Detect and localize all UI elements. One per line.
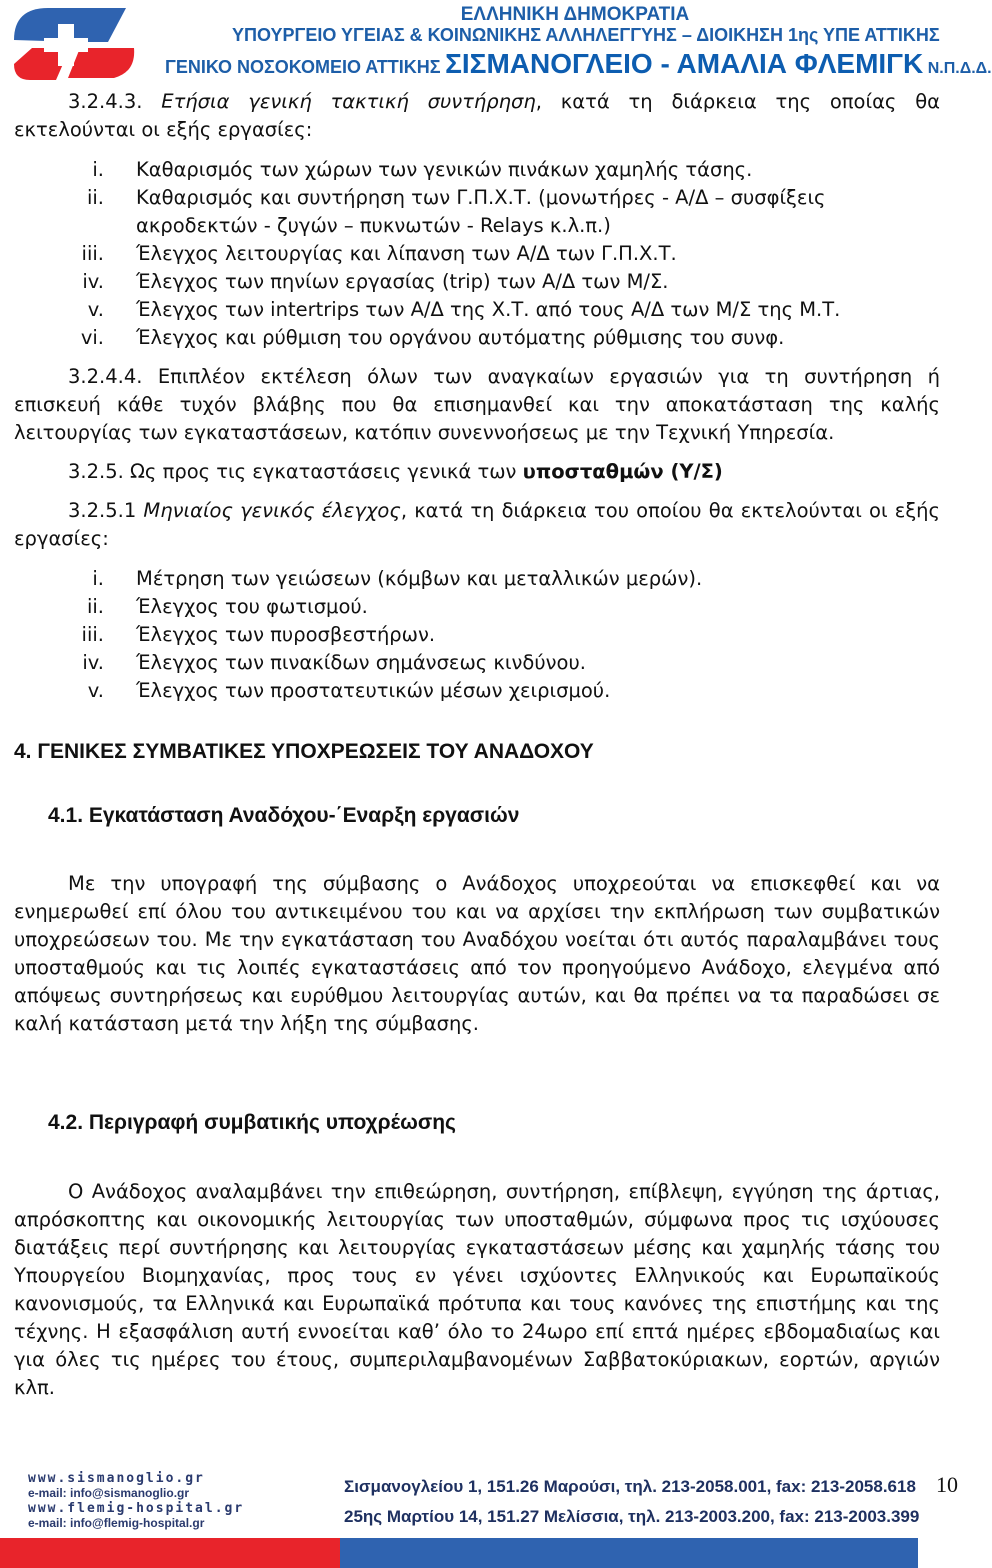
list-number: ii. [86,186,104,209]
list-number: iv. [82,270,104,293]
list-text: Έλεγχος του φωτισμού. [136,595,368,618]
section-number: 3.2.4.3. [68,90,143,113]
list-number: vi. [80,326,104,349]
footer-web-1[interactable]: www.sismanoglio.gr [28,1471,205,1486]
section-text: , κατά τη διάρκεια του οποίου θα εκτελούνται οι εξής εργασίες: [14,499,940,550]
footer-web-2[interactable]: www.flemig-hospital.gr [28,1501,245,1516]
footer-mail-1[interactable]: e-mail: info@sismanoglio.gr [28,1486,190,1500]
header-hospital-name: ΣΙΣΜΑΝΟΓΛΕΙΟ - ΑΜΑΛΙΑ ΦΛΕΜΙΓΚ [445,48,924,79]
list-text: Καθαρισμός των χώρων των γενικών πινάκων χαμηλής τάσης. [136,158,753,181]
section-3-2-4-4 [14,363,940,447]
section-4-2-text: Ο Ανάδοχος αναλαμβάνει την επιθεώρηση, συντήρηση, επίβλεψη, εγγύηση της άρτιας, απρόσκοπτης και οικονομικής λειτουργίας των υποσταθμών, σύμφωνα προς τις ισχύουσες διατάξεις περί συντήρησης και λειτουργίας εγκαταστάσεων μέσης και χαμηλής τάσης του Υπουργείου Βιομηχανίας, προς τους εν γένει ισχύοντες Ελληνικούς και Ευρωπαϊκούς κανονισμούς, τα Ελληνικά και Ευρωπαϊκά πρότυπα και τους κανόνες της επιστήμης και της τέχνης. Η εξασφάλιση αυτή εννοείται καθ’ όλο το 24ωρο επί επτά ημέρες εβδομαδιαίως και για όλες τις ημέρες του έτους, συμπεριλαμβανομένων Σαββατοκύριακων, εορτών, αργιών κλπ. [14,1180,940,1399]
section-number: 3.2.5.1 [68,499,137,522]
section-4-1-text: Με την υπογραφή της σύμβασης ο Ανάδοχος υποχρεούται να επισκεφθεί και να ενημερωθεί επί όλου του αντικειμένου του και να αρχίσει την εκπλήρωση των συμβατικών υποχρεώσεων του. Με την εγκατάσταση του Αναδόχου νοείται ότι αυτός παραλαμβάνει τους υποσταθμούς και τις λοιπές εγκαταστάσεις από τον προηγούμενο Ανάδοχο, ελεγμένα από απόψεως συντηρήσεως και ευρύθμου λειτουργίας αυτών, και θα πρέπει να τα παραδώσει σε καλή κατάσταση μετά την λήξη της σύμβασης. [14,872,940,1035]
list-number: iii. [81,242,104,265]
section-4-2-heading: 4.2. Περιγραφή συμβατικής υποχρέωσης [48,1111,456,1134]
header-republic: ΕΛΛΗΝΙΚΗ ΔΗΜΟΚΡΑΤΙΑ [460,4,690,25]
list-number: v. [87,298,104,321]
list-text: Καθαρισμός και συντήρηση των Γ.Π.Χ.Τ. (μονωτήρες - Α/Δ – συσφίξεις ακροδεκτών - ζυγών – πυκνωτών - Relays κ.λ.π.) [136,186,826,237]
footer-contacts [28,1471,244,1531]
list-number: v. [87,679,104,702]
footer-address-1: Σισμανογλείου 1, 151.26 Μαρούσι, τηλ. 213-2058.001, fax: 213-2058.618 [344,1477,916,1496]
list-number: i. [92,567,104,590]
list-text: Έλεγχος λειτουργίας και λίπανση των Α/Δ των Γ.Π.Χ.Τ. [136,242,677,265]
section-title: Ετήσια γενική τακτική συντήρηση [161,90,536,113]
header-hospital [165,48,992,80]
list-number: i. [92,158,104,181]
section-4-heading: 4. ΓΕΝΙΚΕΣ ΣΥΜΒΑΤΙΚΕΣ ΥΠΟΧΡΕΩΣΕΙΣ ΤΟΥ ΑΝΑΔΟΧΟΥ [14,740,594,763]
section-title: Μηνιαίος γενικός έλεγχος [143,499,401,522]
list-text: Έλεγχος των προστατευτικών μέσων χειρισμού. [136,679,611,702]
header-hospital-prefix: ΓΕΝΙΚΟ ΝΟΣΟΚΟΜΕΙΟ ΑΤΤΙΚΗΣ [165,57,441,77]
section-bold-text: υποσταθμών (Υ/Σ) [522,460,723,483]
header-hospital-suffix: Ν.Π.Δ.Δ. [927,60,992,77]
list-number: iii. [81,623,104,646]
footer-color-bar [0,1538,918,1568]
list-text: Έλεγχος των πινακίδων σημάνσεως κινδύνου. [136,651,586,674]
section-text: Ως προς τις εγκαταστάσεις γενικά των [130,460,517,483]
section-text: Επιπλέον εκτέλεση όλων των αναγκαίων εργασιών για τη συντήρηση ή επισκευή κάθε τυχόν βλάβης που θα επισημανθεί και την αποκατάσταση της καλής λειτουργίας των εγκαταστάσεων, κατόπιν συνεννοήσεως με την Τεχνική Υπηρεσία. [14,365,940,444]
list-text: Έλεγχος και ρύθμιση του οργάνου αυτόματης ρύθμισης του συνφ. [136,326,785,349]
section-3-2-5-1 [14,497,940,553]
section-3-2-4-3 [14,88,940,144]
section-4-1-heading: 4.1. Εγκατάσταση Αναδόχου-΄Εναρξη εργασιών [48,804,520,827]
list-text: Μέτρηση των γειώσεων (κόμβων και μεταλλικών μερών). [136,567,703,590]
list-number: iv. [82,651,104,674]
section-number: 3.2.5. [68,460,124,483]
list-text: Έλεγχος των intertrips των Α/Δ της Χ.Τ. από τους Α/Δ των Μ/Σ της Μ.Τ. [136,298,841,321]
section-3-2-5 [14,458,940,486]
header-ministry: ΥΠΟΥΡΓΕΙΟ ΥΓΕΙΑΣ & ΚΟΙΝΩΝΙΚΗΣ ΑΛΛΗΛΕΓΓΥΗΣ – ΔΙΟΙΚΗΣΗ 1ης ΥΠΕ ΑΤΤΙΚΗΣ [232,25,940,45]
section-number: 3.2.4.4. [68,365,143,388]
list-text: Έλεγχος των πυροσβεστήρων. [136,623,436,646]
footer-mail-2[interactable]: e-mail: info@flemig-hospital.gr [28,1516,205,1530]
page-number: 10 [936,1472,958,1497]
list-number: ii. [86,595,104,618]
footer-address-2: 25ης Μαρτίου 14, 151.27 Μελίσσια, τηλ. 213-2003.200, fax: 213-2003.399 [344,1507,920,1526]
list-text: Έλεγχος των πηνίων εργασίας (trip) των Α/Δ των Μ/Σ. [136,270,669,293]
section-text: , κατά τη διάρκεια της οποίας θα εκτελούνται οι εξής εργασίες: [14,90,940,141]
